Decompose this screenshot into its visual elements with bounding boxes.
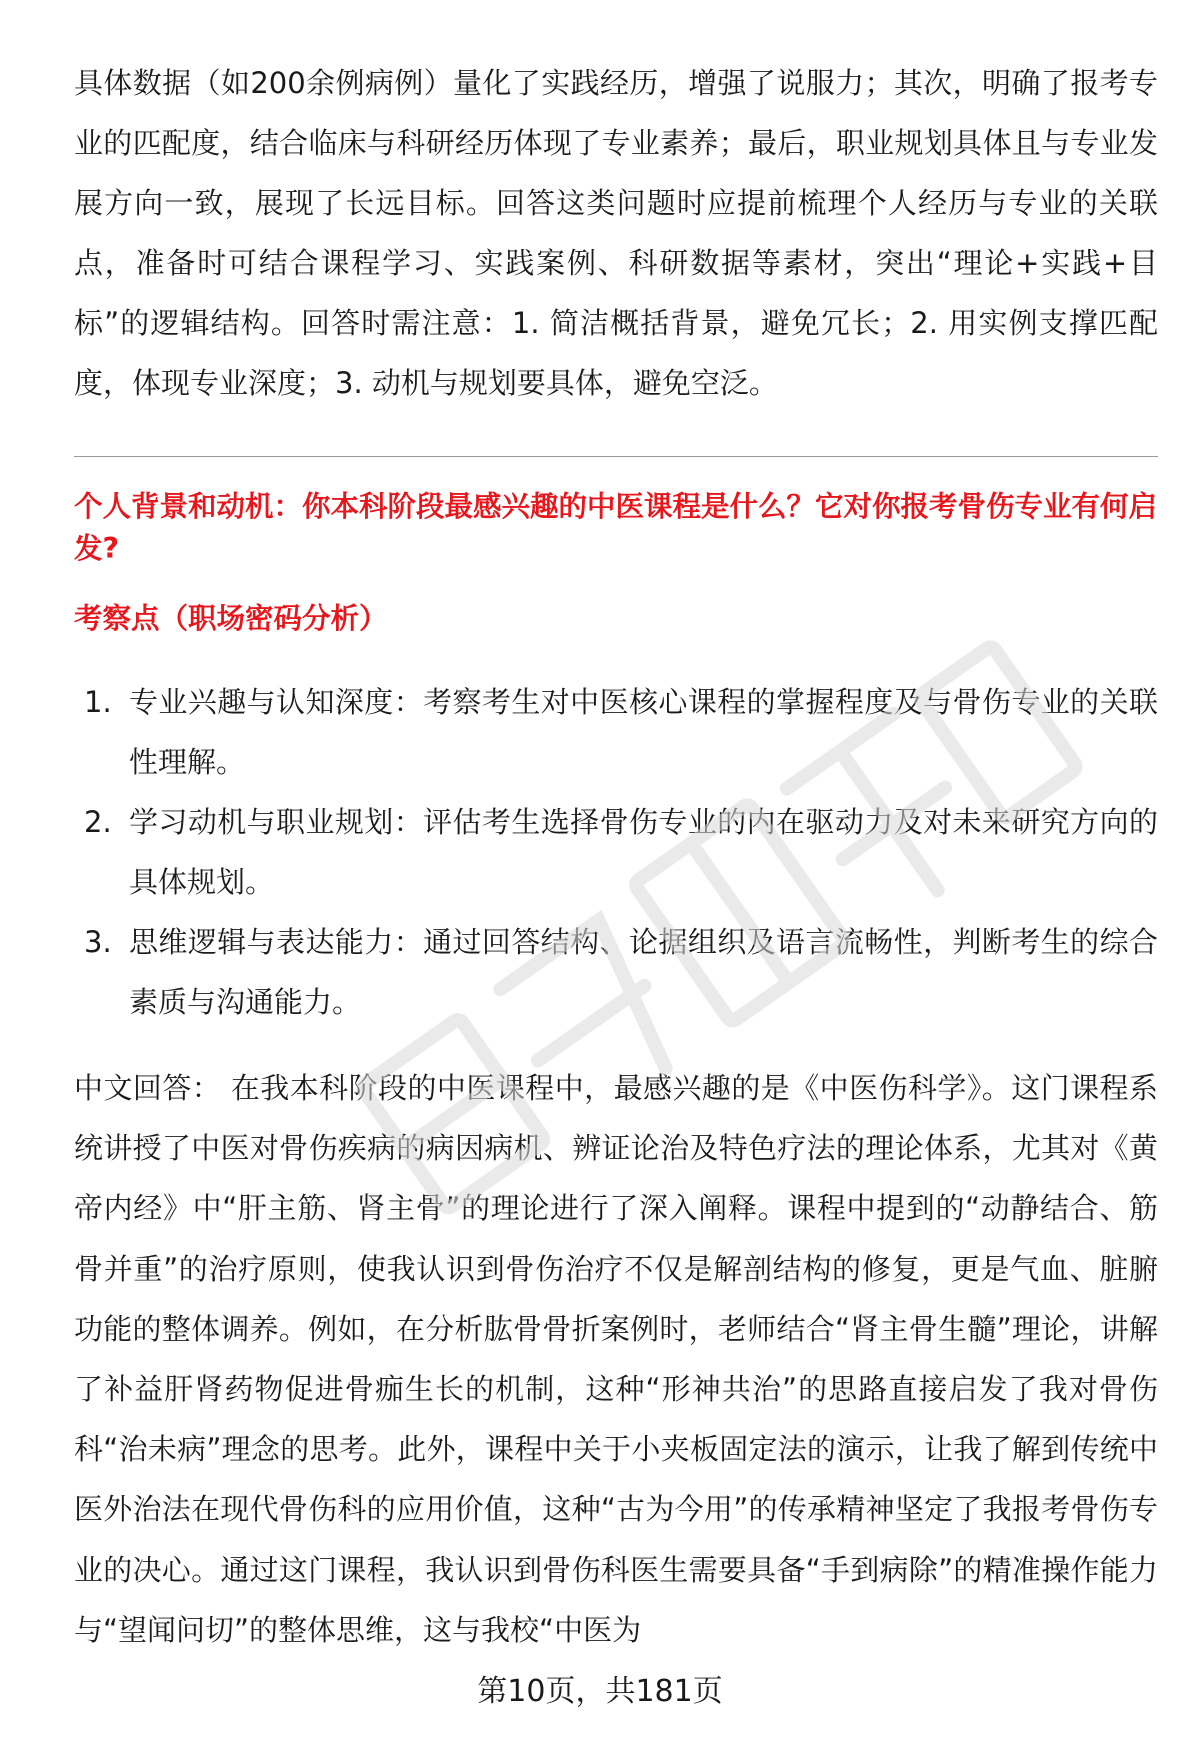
assessment-points-list	[74, 672, 1158, 1032]
list-item-number: 2.	[84, 805, 112, 839]
list-item-text: 专业兴趣与认知深度：考察考生对中医核心课程的掌握程度及与骨伤专业的关联性理解。	[129, 685, 1158, 779]
section-divider	[74, 456, 1158, 457]
answer-paragraph: 中文回答： 在我本科阶段的中医课程中，最感兴趣的是《中医伤科学》。这门课程系统讲授了中医对骨伤疾病的病因病机、辨证论治及特色疗法的理论体系，尤其对《黄帝内经》中“肝主筋、肾主骨”的理论进行了深入阐释。课程中提到的“动静结合、筋骨并重”的治疗原则，使我认识到骨伤治疗不仅是解剖结构的修复，更是气血、脏腑功能的整体调养。例如，在分析肱骨骨折案例时，老师结合“肾主骨生髓”理论，讲解了补益肝肾药物促进骨痂生长的机制，这种“形神共治”的思路直接启发了我对骨伤科“治未病”理念的思考。此外，课程中关于小夹板固定法的演示，让我了解到传统中医外治法在现代骨伤科的应用价值，这种“古为今用”的传承精神坚定了我报考骨伤专业的决心。通过这门课程，我认识到骨伤科医生需要具备“手到病除”的精准操作能力与“望闻问切”的整体思维，这与我校“中医为	[74, 1071, 1158, 1647]
list-item-number: 3.	[84, 925, 112, 959]
document-page	[74, 0, 1158, 1755]
section-heading: 考察点（职场密码分析）	[74, 602, 388, 635]
intro-paragraph: 具体数据（如200余例病例）量化了实践经历，增强了说服力；其次，明确了报考专业的匹配度，结合临床与科研经历体现了专业素养；最后，职业规划具体且与专业发展方向一致，展现了长远目标。回答这类问题时应提前梳理个人经历与专业的关联点，准备时可结合课程学习、实践案例、科研数据等素材，突出“理论+实践+目标”的逻辑结构。回答时需注意：1. 简洁概括背景，避免冗长；2. 用实例支撑匹配度，体现专业深度；3. 动机与规划要具体，避免空泛。	[74, 66, 1158, 400]
list-item	[74, 912, 1158, 1032]
page-footer: 第10页，共181页	[477, 1674, 723, 1709]
list-item-text: 思维逻辑与表达能力：通过回答结构、论据组织及语言流畅性，判断考生的综合素质与沟通能力。	[129, 925, 1158, 1019]
list-item	[74, 792, 1158, 912]
list-item-text: 学习动机与职业规划：评估考生选择骨伤专业的内在驱动力及对未来研究方向的具体规划。	[129, 805, 1158, 899]
list-item-number: 1.	[84, 685, 112, 719]
question-heading: 个人背景和动机：你本科阶段最感兴趣的中医课程是什么？它对你报考骨伤专业有何启发?	[74, 490, 1158, 565]
list-item	[74, 672, 1158, 792]
